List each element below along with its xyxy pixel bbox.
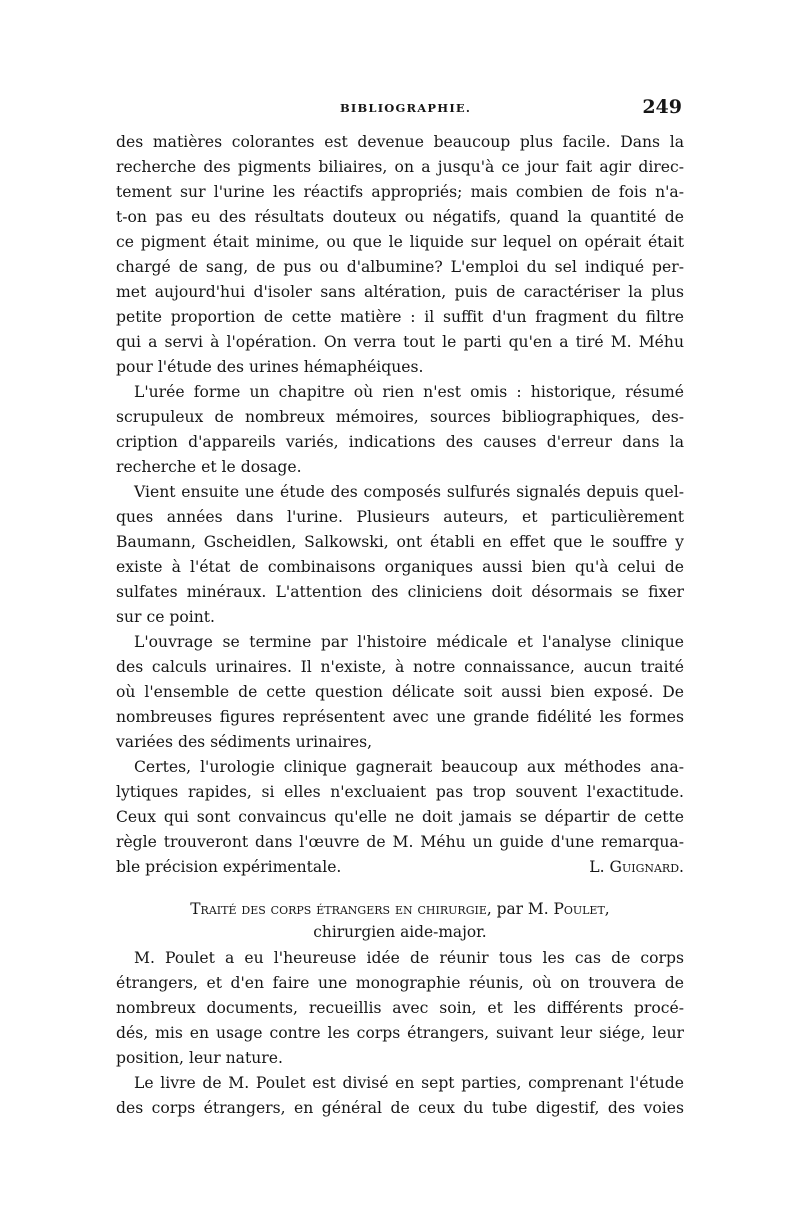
review-by: par M. bbox=[491, 900, 554, 918]
running-title: BIBLIOGRAPHIE. bbox=[340, 101, 472, 115]
text-line: où l'ensemble de cette question délicate soit aussi bien exposé. De bbox=[116, 683, 684, 701]
text-line: pour l'étude des urines hémaphéiques. bbox=[116, 358, 424, 376]
text-line: L'ouvrage se termine par l'histoire médicale et l'analyse clinique bbox=[134, 633, 684, 651]
text-line: des matières colorantes est devenue beaucoup plus facile. Dans la bbox=[116, 133, 684, 151]
text-line: variées des sédiments urinaires, bbox=[116, 733, 373, 751]
text-line: scrupuleux de nombreux mémoires, sources bibliographiques, des- bbox=[116, 408, 684, 426]
text-line: ble précision expérimentale. bbox=[116, 858, 342, 876]
text-line: dés, mis en usage contre les corps étrangers, suivant leur siége, leur bbox=[116, 1024, 684, 1042]
review-book-title: Traité des corps étrangers en chirurgie, bbox=[190, 900, 492, 918]
text-line: Le livre de M. Poulet est divisé en sept parties, comprenant l'étude bbox=[134, 1074, 684, 1092]
text-line: des calculs urinaires. Il n'existe, à notre connaissance, aucun traité bbox=[116, 658, 684, 676]
text-line: nombreux documents, recueillis avec soin, et les différents procé- bbox=[116, 999, 684, 1017]
review-heading bbox=[116, 897, 684, 921]
text-line: des corps étrangers, en général de ceux du tube digestif, des voies bbox=[116, 1099, 684, 1117]
text-line: étrangers, et d'en faire une monographie réunis, où on trouvera de bbox=[116, 974, 684, 992]
text-line: ce pigment était minime, ou que le liquide sur lequel on opérait était bbox=[116, 233, 684, 251]
review-book-author: Poulet, bbox=[553, 900, 610, 918]
text-line: petite proportion de cette matière : il suffit d'un fragment du filtre bbox=[116, 308, 684, 326]
review-closing-line bbox=[116, 855, 684, 879]
text-line: met aujourd'hui d'isoler sans altération, puis de caractériser la plus bbox=[116, 283, 684, 301]
page-number: 249 bbox=[642, 96, 682, 118]
text-line: L'urée forme un chapitre où rien n'est omis : historique, résumé bbox=[134, 383, 684, 401]
text-line: M. Poulet a eu l'heureuse idée de réunir tous les cas de corps bbox=[134, 949, 684, 967]
running-head bbox=[116, 98, 684, 122]
text-line: Certes, l'urologie clinique gagnerait beaucoup aux méthodes ana- bbox=[134, 758, 684, 776]
text-line: lytiques rapides, si elles n'excluaient pas trop souvent l'exactitude. bbox=[116, 783, 684, 801]
text-line: cription d'appareils variés, indications des causes d'erreur dans la bbox=[116, 433, 684, 451]
text-line: sur ce point. bbox=[116, 608, 215, 626]
text-line: chargé de sang, de pus ou d'albumine? L'emploi du sel indiqué per- bbox=[116, 258, 684, 276]
text-line: tement sur l'urine les réactifs appropriés; mais combien de fois n'a- bbox=[116, 183, 684, 201]
review-subtitle: chirurgien aide-major. bbox=[313, 923, 487, 941]
text-line: qui a servi à l'opération. On verra tout le parti qu'en a tiré M. Méhu bbox=[116, 333, 684, 351]
text-line: Ceux qui sont convaincus qu'elle ne doit jamais se départir de cette bbox=[116, 808, 684, 826]
text-line: Baumann, Gscheidlen, Salkowski, ont établi en effet que le souffre y bbox=[116, 533, 684, 551]
text-line: ques années dans l'urine. Plusieurs auteurs, et particulièrement bbox=[116, 508, 684, 526]
text-line: nombreuses figures représentent avec une grande fidélité les formes bbox=[116, 708, 684, 726]
text-line: recherche des pigments biliaires, on a jusqu'à ce jour fait agir direc- bbox=[116, 158, 684, 176]
text-line: t-on pas eu des résultats douteux ou négatifs, quand la quantité de bbox=[116, 208, 684, 226]
text-line: Vient ensuite une étude des composés sulfurés signalés depuis quel- bbox=[134, 483, 684, 501]
text-line: recherche et le dosage. bbox=[116, 458, 302, 476]
text-line: position, leur nature. bbox=[116, 1049, 283, 1067]
reviewer-signature: L. Guignard. bbox=[589, 858, 684, 876]
text-line: existe à l'état de combinaisons organiques aussi bien qu'à celui de bbox=[116, 558, 684, 576]
text-line: sulfates minéraux. L'attention des cliniciens doit désormais se fixer bbox=[116, 583, 684, 601]
text-line: règle trouveront dans l'œuvre de M. Méhu un guide d'une remarqua- bbox=[116, 833, 684, 851]
